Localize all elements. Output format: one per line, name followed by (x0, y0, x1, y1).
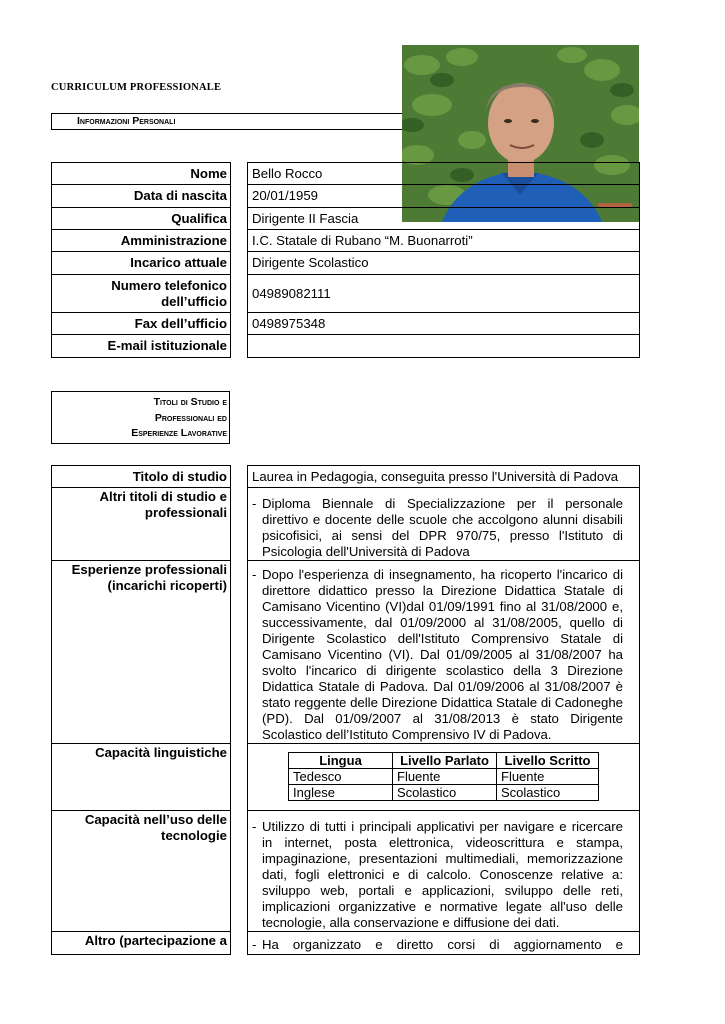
table-row (52, 561, 640, 744)
table-row (52, 932, 640, 955)
field-value: I.C. Statale di Rubano “M. Buonarroti” (248, 230, 640, 252)
table-row (52, 811, 640, 932)
field-label: Qualifica (52, 208, 231, 230)
table-row (52, 488, 640, 561)
table-row (289, 753, 599, 769)
table-row (52, 466, 640, 488)
table-row (52, 185, 640, 208)
table-row (52, 744, 640, 811)
table-row (52, 252, 640, 275)
field-value (248, 932, 640, 955)
field-label: Altro (partecipazione a (52, 932, 231, 955)
table-cell: Fluente (497, 769, 599, 785)
section-title-line: Esperienze Lavorative (131, 427, 227, 439)
field-label: Capacità nell’uso delle tecnologie (52, 811, 231, 932)
table-cell: Scolastico (497, 785, 599, 801)
table-cell: Inglese (289, 785, 393, 801)
item-text: Dopo l'esperienza di insegnamento, ha ricoperto l'incarico di direttore didattico presso la Direzione Didattica Statale di Camisano Vicentino (VI)dal 01/09/1991 fino al 31/08/2000 e, successivamente, dal 01/09/2000 al 31/08/2005, quello di Dirigente Scolastico dell'Istituto Comprensivo Statale di Camisano Vicentino (VI). Dal 01/09/2005 al 31/08/2007 ha svolto l'incarico di dirigente scolastico della 3 Direzione Didattica Statale di Padova. Dal 01/09/2006 al 31/08/2007 è stato reggente delle Direzione Didattica Statale di Cadoneghe (PD). Dal 01/09/2007 al 31/08/2013 è stato Dirigente Scolastico dell’Istituto Comprensivo IV di Padova. (262, 567, 623, 742)
table-row (52, 335, 640, 358)
field-value: 20/01/1959 (248, 185, 640, 208)
item-text: Ha organizzato e diretto corsi di aggiornamento e (262, 937, 623, 952)
column-header: Lingua (289, 753, 393, 769)
table-row (52, 313, 640, 335)
field-label: Capacità linguistiche (52, 744, 231, 811)
item-text: Diploma Biennale di Specializzazione per il personale direttivo e docente delle scuole che accolgono alunni disabili psicofisici, ai sensi del DPR 970/75, presso l'Istituto di Psicologia dell'Università di Padova (262, 496, 623, 559)
item-text: Utilizzo di tutti i principali applicativi per navigare e ricercare in internet, posta elettronica, videoscrittura e stampa, impaginazione, presentazioni multimediali, memorizzazione dati, fogli elettronici e di calcolo. Conoscenze relative a: sviluppo web, portali e applicazioni, sviluppo delle reti, implicazioni organizzative e normative legate all'uso delle tecnologie, alla conservazione e diffusione dei dati. (262, 819, 623, 930)
field-label: Esperienze professionali (incarichi ricoperti) (52, 561, 231, 744)
languages-table (288, 752, 599, 801)
field-value: 0498975348 (248, 313, 640, 335)
field-value (248, 335, 640, 358)
section-title-line: Titoli di Studio e (153, 396, 227, 408)
field-label: Amministrazione (52, 230, 231, 252)
column-header: Livello Parlato (393, 753, 497, 769)
table-row (289, 769, 599, 785)
table-cell: Scolastico (393, 785, 497, 801)
table-row (52, 230, 640, 252)
field-value (248, 811, 640, 932)
field-value: Bello Rocco (248, 163, 640, 185)
section-title-line: Professionali ed (154, 411, 227, 424)
bullet-dash: - (252, 819, 257, 834)
field-value (248, 488, 640, 561)
bullet-dash: - (252, 496, 257, 511)
table-row (52, 275, 640, 313)
table-row (289, 785, 599, 801)
field-value: 04989082111 (248, 275, 640, 313)
table-cell: Fluente (393, 769, 497, 785)
field-value (248, 561, 640, 744)
section-header-personal-info (51, 113, 403, 130)
section-header-studies (51, 391, 230, 444)
table-row (52, 163, 640, 185)
field-value: Dirigente Scolastico (248, 252, 640, 275)
personal-info-table (51, 162, 640, 358)
field-label: Fax dell’ufficio (52, 313, 231, 335)
field-label: Numero telefonico dell’ufficio (52, 275, 231, 313)
studies-table (51, 465, 640, 955)
field-value: Dirigente II Fascia (248, 208, 640, 230)
field-label: Incarico attuale (52, 252, 231, 275)
field-value (248, 744, 640, 811)
column-header: Livello Scritto (497, 753, 599, 769)
field-label: Titolo di studio (52, 466, 231, 488)
table-row (52, 208, 640, 230)
field-label: E-mail istituzionale (52, 335, 231, 358)
field-label: Altri titoli di studio e professionali (52, 488, 231, 561)
section-title: Informazioni Personali (77, 115, 176, 127)
bullet-dash: - (252, 567, 257, 582)
field-label: Data di nascita (52, 185, 231, 208)
table-cell: Tedesco (289, 769, 393, 785)
field-label: Nome (52, 163, 231, 185)
document-title: CURRICULUM PROFESSIONALE (51, 82, 222, 93)
bullet-dash: - (252, 937, 257, 952)
field-value: Laurea in Pedagogia, conseguita presso l'Università di Padova (248, 466, 640, 488)
